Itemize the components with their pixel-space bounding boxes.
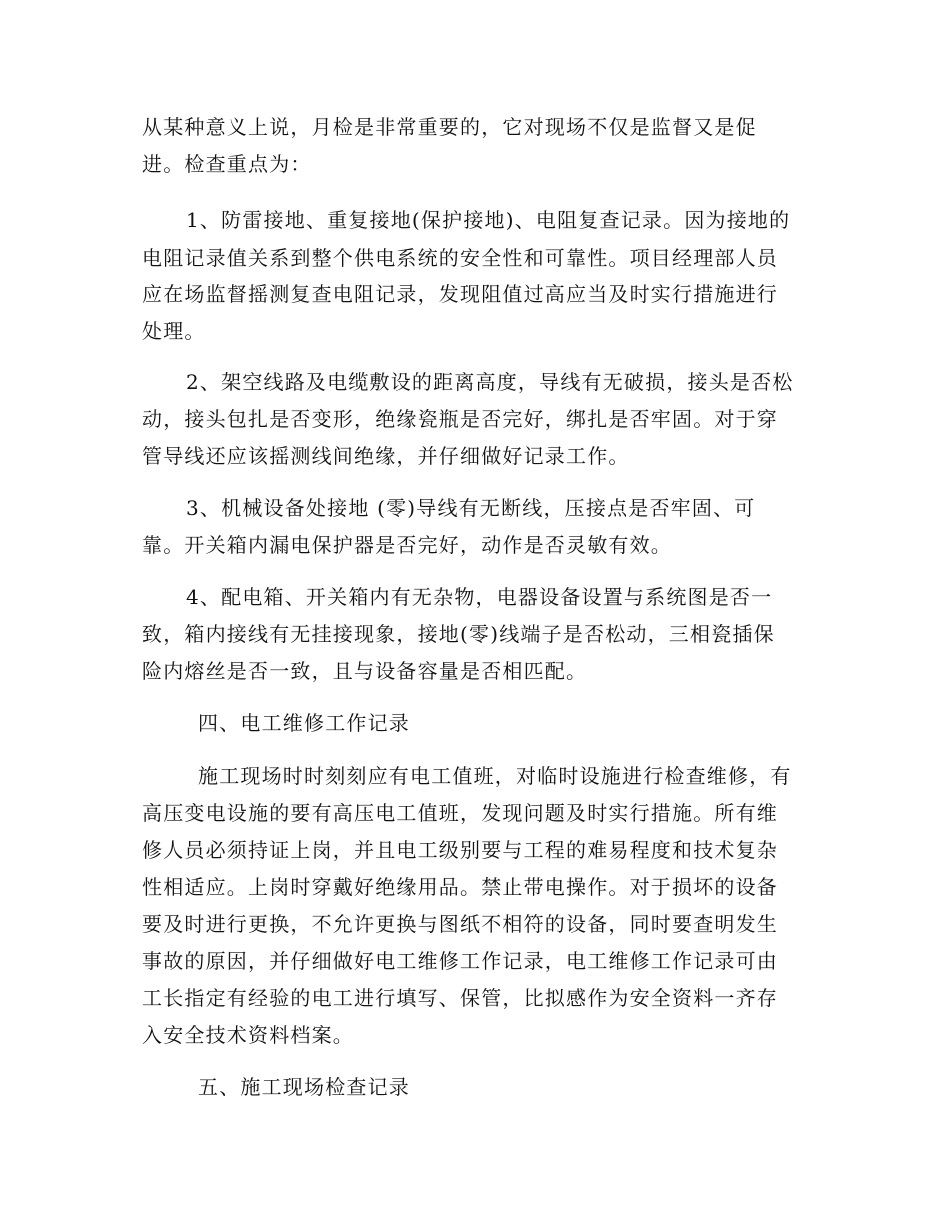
section-4-body-line-6: 事故的原因，并仔细做好电工维修工作记录，电工维修工作记录可由 <box>142 949 778 973</box>
item-3-line-1: 3、机械设备处接地 (零)导线有无断线，压接点是否牢固、可 <box>186 496 756 520</box>
section-5-heading: 五、施工现场检查记录 <box>198 1075 410 1099</box>
item-4-line-3: 险内熔丝是否一致，且与设备容量是否相匹配。 <box>142 659 588 683</box>
item-1-line-1: 1、防雷接地、重复接地(保护接地)、电阻复查记录。因为接地的 <box>186 208 791 232</box>
section-4-body-line-8: 入安全技术资料档案。 <box>142 1023 354 1047</box>
paragraph-intro-line-2: 进。检查重点为： <box>142 152 312 176</box>
section-4-body-line-4: 性相适应。上岗时穿戴好绝缘用品。禁止带电操作。对于损坏的设备 <box>142 875 778 899</box>
section-4-body-line-2: 高压变电设施的要有高压电工值班，发现问题及时实行措施。所有维 <box>142 801 778 825</box>
section-4-heading: 四、电工维修工作记录 <box>198 711 410 735</box>
section-4-body-line-5: 要及时进行更换，不允许更换与图纸不相符的设备，同时要查明发生 <box>142 912 778 936</box>
item-4-line-2: 致，箱内接线有无挂接现象，接地(零)线端子是否松动，三相瓷插保 <box>142 622 775 646</box>
item-2-line-2: 动，接头包扎是否变形，绝缘瓷瓶是否完好，绑扎是否牢固。对于穿 <box>142 407 778 431</box>
item-1-line-3: 应在场监督摇测复查电阻记录，发现阻值过高应当及时实行措施进行 <box>142 282 778 306</box>
item-4-line-1: 4、配电箱、开关箱内有无杂物，电器设备设置与系统图是否一 <box>186 585 773 609</box>
item-1-line-2: 电阻记录值关系到整个供电系统的安全性和可靠性。项目经理部人员 <box>142 246 778 270</box>
item-1-line-4: 处理。 <box>142 319 206 343</box>
item-2-line-3: 管导线还应该摇测线间绝缘，并仔细做好记录工作。 <box>142 444 630 468</box>
item-2-line-1: 2、架空线路及电缆敷设的距离高度，导线有无破损，接头是否松 <box>186 370 794 394</box>
section-4-body-line-1: 施工现场时时刻刻应有电工值班，对临时设施进行检查维修，有 <box>198 764 792 788</box>
item-3-line-2: 靠。开关箱内漏电保护器是否完好，动作是否灵敏有效。 <box>142 533 672 557</box>
section-4-body-line-7: 工长指定有经验的电工进行填写、保管，比拟感作为安全资料一齐存 <box>142 986 778 1010</box>
paragraph-intro-line-1: 从某种意义上说，月检是非常重要的，它对现场不仅是监督又是促 <box>142 115 757 139</box>
section-4-body-line-3: 修人员必须持证上岗，并且电工级别要与工程的难易程度和技术复杂 <box>142 838 778 862</box>
